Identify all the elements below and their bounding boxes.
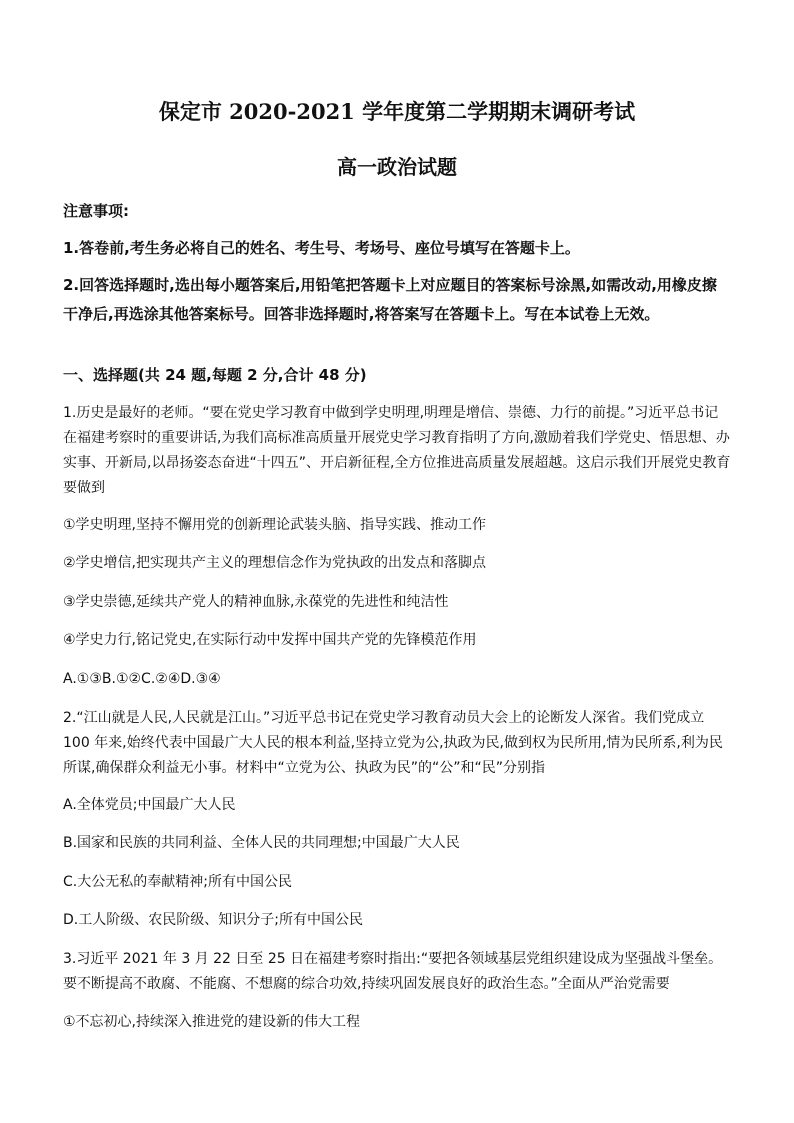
question-2-stem-rest: 100 年来,始终代表中国最广大人民的根本利益,坚持立党为公,执政为民,做到权为民所用,情为民所系,利为民所谋,确保群众利益无小事。材料中“立党为公、执政为民”的“公”和“民”分别指	[63, 735, 723, 776]
question-1-option-2: ②学史增信,把实现共产主义的理想信念作为党执政的出发点和落脚点	[63, 555, 486, 571]
question-1-choices: A.①③B.①②C.②④D.③④	[63, 671, 221, 687]
question-1-option-4: ④学史力行,铭记党史,在实际行动中发挥中国共产党的先锋模范作用	[63, 632, 477, 648]
question-1-option-3: ③学史崇德,延续共产党人的精神血脉,永葆党的先进性和纯洁性	[63, 594, 449, 610]
question-2-option-b: B.国家和民族的共同利益、全体人民的共同理想;中国最广大人民	[63, 835, 460, 851]
notice-item-1: 1.答卷前,考生务必将自己的姓名、考生号、考场号、座位号填写在答题卡上。	[63, 239, 580, 257]
exam-title: 保定市 2020-2021 学年度第二学期期末调研考试	[158, 99, 636, 124]
notice-heading: 注意事项:	[63, 202, 129, 220]
question-1-option-1: ①学史明理,坚持不懈用党的创新理论武装头脑、指导实践、推动工作	[63, 517, 486, 533]
question-2-stem-line1: 2.“江山就是人民,人民就是江山。”习近平总书记在党史学习教育动员大会上的论断发人深省。我们党成立	[63, 710, 705, 726]
question-2-option-c: C.大公无私的奉献精神;所有中国公民	[63, 874, 292, 890]
section-heading-choice: 一、选择题(共 24 题,每题 2 分,合计 48 分)	[63, 366, 367, 384]
question-2-option-a: A.全体党员;中国最广大人民	[63, 797, 236, 813]
exam-subtitle: 高一政治试题	[337, 155, 457, 179]
question-3-stem: 3.习近平 2021 年 3 月 22 日至 25 日在福建考察时指出:“要把各领域基层党组织建设成为坚强战斗堡垒。要不断提高不敢腐、不能腐、不想腐的综合功效,持续巩固发展良好的政治生态。”全面从严治党需要	[63, 951, 723, 992]
question-3-option-1: ①不忘初心,持续深入推进党的建设新的伟大工程	[63, 1014, 360, 1030]
notice-item-2: 2.回答选择题时,选出每小题答案后,用铅笔把答题卡上对应题目的答案标号涂黑,如需改动,用橡皮擦干净后,再选涂其他答案标号。回答非选择题时,将答案写在答题卡上。写在本试卷上无效。	[63, 276, 717, 323]
question-2-option-d: D.工人阶级、农民阶级、知识分子;所有中国公民	[63, 912, 363, 928]
question-1-stem: 1.历史是最好的老师。“要在党史学习教育中做到学史明理,明理是增信、崇德、力行的前提。”习近平总书记在福建考察时的重要讲话,为我们高标准高质量开展党史学习教育指明了方向,激励着我们学党史、悟思想、办实事、开新局,以昂扬姿态奋进“十四五”、开启新征程,全方位推进高质量发展超越。这启示我们开展党史教育要做到	[63, 405, 731, 496]
